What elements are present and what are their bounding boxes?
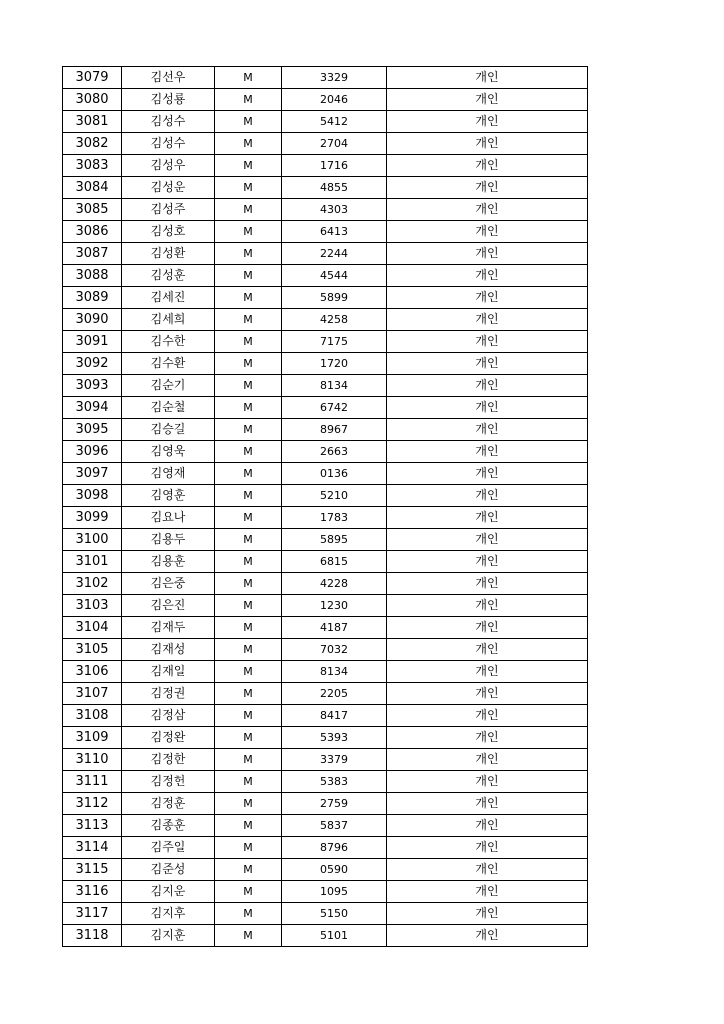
- entry-number-cell: 3083: [63, 155, 122, 177]
- name-cell: 김용훈: [122, 551, 215, 573]
- name-cell: 김영재: [122, 463, 215, 485]
- name-cell: 김성룡: [122, 89, 215, 111]
- entry-type-cell: 개인: [387, 111, 588, 133]
- name-cell: 김지운: [122, 881, 215, 903]
- table-row: [63, 749, 588, 771]
- code-number-cell: 3329: [282, 67, 387, 89]
- gender-cell: M: [215, 111, 282, 133]
- name-cell: 김세진: [122, 287, 215, 309]
- entry-number-cell: 3098: [63, 485, 122, 507]
- gender-cell: M: [215, 617, 282, 639]
- gender-cell: M: [215, 661, 282, 683]
- table-row: [63, 881, 588, 903]
- name-cell: 김순기: [122, 375, 215, 397]
- gender-cell: M: [215, 419, 282, 441]
- code-number-cell: 1720: [282, 353, 387, 375]
- code-number-cell: 5895: [282, 529, 387, 551]
- entry-number-cell: 3094: [63, 397, 122, 419]
- gender-cell: M: [215, 199, 282, 221]
- code-number-cell: 1095: [282, 881, 387, 903]
- code-number-cell: 0136: [282, 463, 387, 485]
- name-cell: 김준성: [122, 859, 215, 881]
- entry-number-cell: 3090: [63, 309, 122, 331]
- name-cell: 김수한: [122, 331, 215, 353]
- table-row: [63, 177, 588, 199]
- entry-number-cell: 3118: [63, 925, 122, 947]
- name-cell: 김정완: [122, 727, 215, 749]
- entry-type-cell: 개인: [387, 771, 588, 793]
- gender-cell: M: [215, 925, 282, 947]
- entry-number-cell: 3082: [63, 133, 122, 155]
- gender-cell: M: [215, 881, 282, 903]
- entry-number-cell: 3085: [63, 199, 122, 221]
- entry-number-cell: 3097: [63, 463, 122, 485]
- table-body: [63, 67, 588, 947]
- name-cell: 김성우: [122, 155, 215, 177]
- code-number-cell: 2205: [282, 683, 387, 705]
- entry-type-cell: 개인: [387, 353, 588, 375]
- name-cell: 김종훈: [122, 815, 215, 837]
- gender-cell: M: [215, 683, 282, 705]
- table-row: [63, 639, 588, 661]
- table-row: [63, 793, 588, 815]
- name-cell: 김은진: [122, 595, 215, 617]
- gender-cell: M: [215, 265, 282, 287]
- entry-type-cell: 개인: [387, 705, 588, 727]
- name-cell: 김재일: [122, 661, 215, 683]
- code-number-cell: 3379: [282, 749, 387, 771]
- entry-type-cell: 개인: [387, 617, 588, 639]
- code-number-cell: 0590: [282, 859, 387, 881]
- gender-cell: M: [215, 705, 282, 727]
- entry-number-cell: 3086: [63, 221, 122, 243]
- gender-cell: M: [215, 573, 282, 595]
- entry-type-cell: 개인: [387, 859, 588, 881]
- table-row: [63, 485, 588, 507]
- table-row: [63, 859, 588, 881]
- entry-number-cell: 3096: [63, 441, 122, 463]
- entry-number-cell: 3114: [63, 837, 122, 859]
- entry-number-cell: 3109: [63, 727, 122, 749]
- name-cell: 김지훈: [122, 925, 215, 947]
- code-number-cell: 2046: [282, 89, 387, 111]
- gender-cell: M: [215, 903, 282, 925]
- code-number-cell: 4855: [282, 177, 387, 199]
- entry-type-cell: 개인: [387, 595, 588, 617]
- entry-type-cell: 개인: [387, 463, 588, 485]
- gender-cell: M: [215, 309, 282, 331]
- gender-cell: M: [215, 837, 282, 859]
- gender-cell: M: [215, 463, 282, 485]
- entry-number-cell: 3112: [63, 793, 122, 815]
- entry-number-cell: 3095: [63, 419, 122, 441]
- gender-cell: M: [215, 243, 282, 265]
- entry-type-cell: 개인: [387, 89, 588, 111]
- name-cell: 김지후: [122, 903, 215, 925]
- entry-number-cell: 3079: [63, 67, 122, 89]
- entry-number-cell: 3081: [63, 111, 122, 133]
- entry-type-cell: 개인: [387, 661, 588, 683]
- code-number-cell: 2759: [282, 793, 387, 815]
- name-cell: 김영훈: [122, 485, 215, 507]
- table-row: [63, 309, 588, 331]
- gender-cell: M: [215, 771, 282, 793]
- entry-number-cell: 3107: [63, 683, 122, 705]
- table-row: [63, 111, 588, 133]
- name-cell: 김은중: [122, 573, 215, 595]
- entry-type-cell: 개인: [387, 639, 588, 661]
- entry-number-cell: 3092: [63, 353, 122, 375]
- name-cell: 김성주: [122, 199, 215, 221]
- entry-type-cell: 개인: [387, 551, 588, 573]
- entry-type-cell: 개인: [387, 309, 588, 331]
- table-row: [63, 353, 588, 375]
- gender-cell: M: [215, 177, 282, 199]
- code-number-cell: 7175: [282, 331, 387, 353]
- code-number-cell: 5150: [282, 903, 387, 925]
- table-row: [63, 463, 588, 485]
- table-row: [63, 705, 588, 727]
- entry-type-cell: 개인: [387, 573, 588, 595]
- entry-number-cell: 3101: [63, 551, 122, 573]
- table-row: [63, 771, 588, 793]
- gender-cell: M: [215, 89, 282, 111]
- name-cell: 김주일: [122, 837, 215, 859]
- gender-cell: M: [215, 441, 282, 463]
- gender-cell: M: [215, 331, 282, 353]
- code-number-cell: 4544: [282, 265, 387, 287]
- table-row: [63, 199, 588, 221]
- table-row: [63, 441, 588, 463]
- table-row: [63, 331, 588, 353]
- code-number-cell: 5210: [282, 485, 387, 507]
- entry-type-cell: 개인: [387, 199, 588, 221]
- table-row: [63, 265, 588, 287]
- entry-number-cell: 3099: [63, 507, 122, 529]
- code-number-cell: 8417: [282, 705, 387, 727]
- table-row: [63, 683, 588, 705]
- entry-type-cell: 개인: [387, 331, 588, 353]
- entry-number-cell: 3080: [63, 89, 122, 111]
- entry-type-cell: 개인: [387, 815, 588, 837]
- name-cell: 김성호: [122, 221, 215, 243]
- entry-type-cell: 개인: [387, 881, 588, 903]
- name-cell: 김성훈: [122, 265, 215, 287]
- entry-type-cell: 개인: [387, 749, 588, 771]
- entry-type-cell: 개인: [387, 375, 588, 397]
- code-number-cell: 1230: [282, 595, 387, 617]
- code-number-cell: 6815: [282, 551, 387, 573]
- code-number-cell: 2244: [282, 243, 387, 265]
- entry-number-cell: 3106: [63, 661, 122, 683]
- entry-type-cell: 개인: [387, 793, 588, 815]
- table-row: [63, 133, 588, 155]
- entry-number-cell: 3113: [63, 815, 122, 837]
- table-row: [63, 89, 588, 111]
- entry-number-cell: 3104: [63, 617, 122, 639]
- entry-type-cell: 개인: [387, 419, 588, 441]
- table-row: [63, 529, 588, 551]
- entry-type-cell: 개인: [387, 397, 588, 419]
- entry-type-cell: 개인: [387, 287, 588, 309]
- entry-type-cell: 개인: [387, 133, 588, 155]
- name-cell: 김성환: [122, 243, 215, 265]
- gender-cell: M: [215, 529, 282, 551]
- entry-number-cell: 3116: [63, 881, 122, 903]
- entry-type-cell: 개인: [387, 441, 588, 463]
- code-number-cell: 5101: [282, 925, 387, 947]
- gender-cell: M: [215, 595, 282, 617]
- table-row: [63, 243, 588, 265]
- entry-number-cell: 3089: [63, 287, 122, 309]
- name-cell: 김정한: [122, 749, 215, 771]
- entry-type-cell: 개인: [387, 727, 588, 749]
- name-cell: 김용두: [122, 529, 215, 551]
- code-number-cell: 8796: [282, 837, 387, 859]
- name-cell: 김성운: [122, 177, 215, 199]
- gender-cell: M: [215, 749, 282, 771]
- table-row: [63, 67, 588, 89]
- code-number-cell: 1783: [282, 507, 387, 529]
- name-cell: 김정삼: [122, 705, 215, 727]
- entry-type-cell: 개인: [387, 243, 588, 265]
- code-number-cell: 4258: [282, 309, 387, 331]
- entry-number-cell: 3105: [63, 639, 122, 661]
- entry-number-cell: 3091: [63, 331, 122, 353]
- table-row: [63, 287, 588, 309]
- code-number-cell: 5383: [282, 771, 387, 793]
- table-row: [63, 815, 588, 837]
- table-row: [63, 507, 588, 529]
- entry-number-cell: 3111: [63, 771, 122, 793]
- name-cell: 김성수: [122, 111, 215, 133]
- name-cell: 김세희: [122, 309, 215, 331]
- name-cell: 김정훈: [122, 793, 215, 815]
- code-number-cell: 4303: [282, 199, 387, 221]
- entry-type-cell: 개인: [387, 683, 588, 705]
- gender-cell: M: [215, 859, 282, 881]
- name-cell: 김선우: [122, 67, 215, 89]
- name-cell: 김정헌: [122, 771, 215, 793]
- gender-cell: M: [215, 287, 282, 309]
- table-row: [63, 727, 588, 749]
- code-number-cell: 2704: [282, 133, 387, 155]
- entry-type-cell: 개인: [387, 67, 588, 89]
- entry-type-cell: 개인: [387, 903, 588, 925]
- entry-number-cell: 3102: [63, 573, 122, 595]
- entry-type-cell: 개인: [387, 485, 588, 507]
- table-row: [63, 617, 588, 639]
- code-number-cell: 7032: [282, 639, 387, 661]
- table-row: [63, 397, 588, 419]
- entry-number-cell: 3087: [63, 243, 122, 265]
- gender-cell: M: [215, 485, 282, 507]
- name-cell: 김요나: [122, 507, 215, 529]
- name-cell: 김승길: [122, 419, 215, 441]
- entry-type-cell: 개인: [387, 837, 588, 859]
- entry-number-cell: 3093: [63, 375, 122, 397]
- table-row: [63, 375, 588, 397]
- table-row: [63, 419, 588, 441]
- name-cell: 김재두: [122, 617, 215, 639]
- code-number-cell: 5393: [282, 727, 387, 749]
- table-row: [63, 551, 588, 573]
- table-row: [63, 661, 588, 683]
- code-number-cell: 8134: [282, 661, 387, 683]
- code-number-cell: 5412: [282, 111, 387, 133]
- gender-cell: M: [215, 793, 282, 815]
- code-number-cell: 4228: [282, 573, 387, 595]
- code-number-cell: 5899: [282, 287, 387, 309]
- table-row: [63, 903, 588, 925]
- entry-number-cell: 3110: [63, 749, 122, 771]
- entry-number-cell: 3117: [63, 903, 122, 925]
- code-number-cell: 6413: [282, 221, 387, 243]
- entry-type-cell: 개인: [387, 155, 588, 177]
- gender-cell: M: [215, 67, 282, 89]
- entry-type-cell: 개인: [387, 529, 588, 551]
- code-number-cell: 6742: [282, 397, 387, 419]
- entry-type-cell: 개인: [387, 177, 588, 199]
- code-number-cell: 8134: [282, 375, 387, 397]
- table-row: [63, 925, 588, 947]
- code-number-cell: 1716: [282, 155, 387, 177]
- entry-type-cell: 개인: [387, 265, 588, 287]
- code-number-cell: 2663: [282, 441, 387, 463]
- gender-cell: M: [215, 815, 282, 837]
- entry-number-cell: 3115: [63, 859, 122, 881]
- name-cell: 김성수: [122, 133, 215, 155]
- gender-cell: M: [215, 133, 282, 155]
- code-number-cell: 4187: [282, 617, 387, 639]
- entry-number-cell: 3108: [63, 705, 122, 727]
- gender-cell: M: [215, 353, 282, 375]
- table-row: [63, 837, 588, 859]
- entry-number-cell: 3084: [63, 177, 122, 199]
- gender-cell: M: [215, 639, 282, 661]
- table-row: [63, 155, 588, 177]
- table-row: [63, 573, 588, 595]
- registration-table: [62, 66, 588, 947]
- gender-cell: M: [215, 397, 282, 419]
- entry-type-cell: 개인: [387, 507, 588, 529]
- name-cell: 김정권: [122, 683, 215, 705]
- gender-cell: M: [215, 221, 282, 243]
- name-cell: 김재성: [122, 639, 215, 661]
- entry-number-cell: 3088: [63, 265, 122, 287]
- name-cell: 김수환: [122, 353, 215, 375]
- gender-cell: M: [215, 155, 282, 177]
- entry-type-cell: 개인: [387, 221, 588, 243]
- code-number-cell: 8967: [282, 419, 387, 441]
- entry-type-cell: 개인: [387, 925, 588, 947]
- table-row: [63, 221, 588, 243]
- entry-number-cell: 3103: [63, 595, 122, 617]
- gender-cell: M: [215, 375, 282, 397]
- gender-cell: M: [215, 727, 282, 749]
- gender-cell: M: [215, 507, 282, 529]
- code-number-cell: 5837: [282, 815, 387, 837]
- table-row: [63, 595, 588, 617]
- entry-number-cell: 3100: [63, 529, 122, 551]
- name-cell: 김순철: [122, 397, 215, 419]
- name-cell: 김영욱: [122, 441, 215, 463]
- gender-cell: M: [215, 551, 282, 573]
